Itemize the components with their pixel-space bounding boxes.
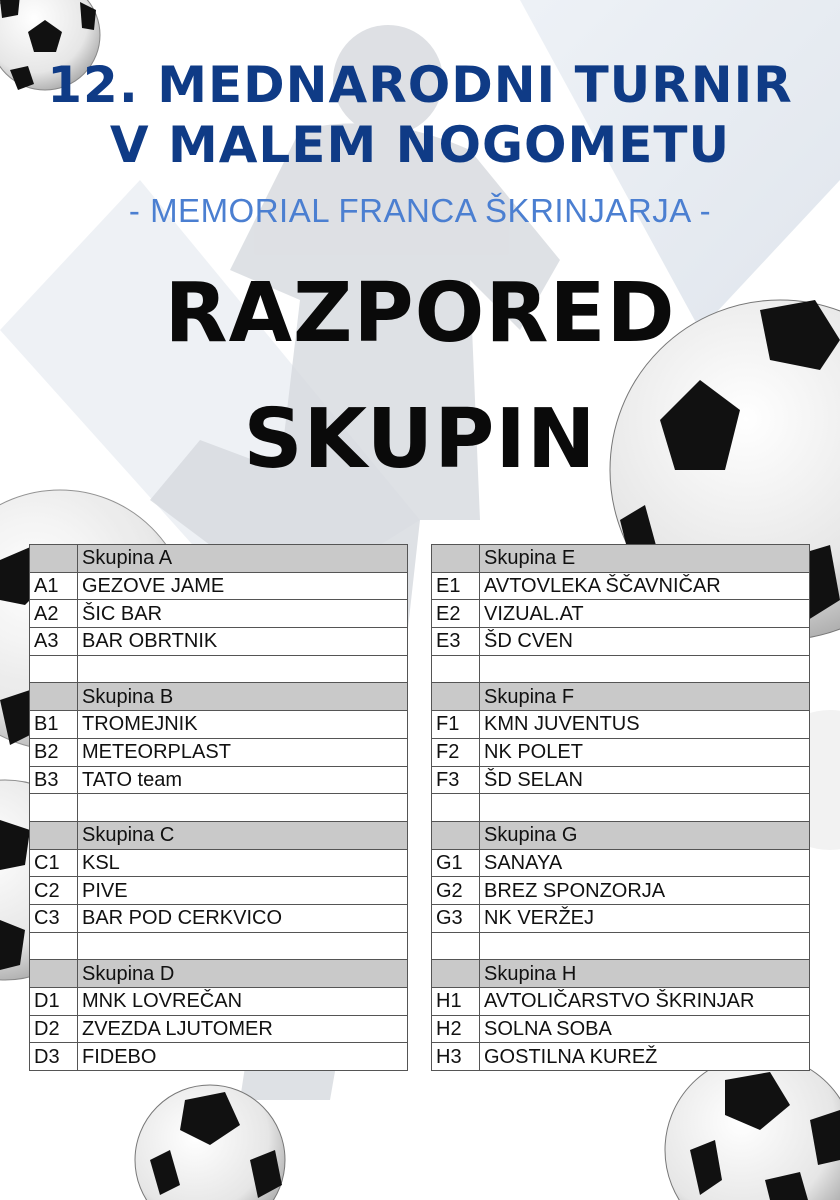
group-header-code-cell: [432, 545, 480, 573]
team-row: [30, 711, 408, 739]
group-name: Skupina C: [78, 821, 408, 849]
spacer-cell: [30, 655, 78, 683]
team-name: METEORPLAST: [78, 738, 408, 766]
team-row: [432, 738, 810, 766]
team-code: B2: [30, 738, 78, 766]
tournament-title-line-2: V MALEM NOGOMETU: [109, 116, 731, 174]
spacer-cell: [30, 932, 78, 960]
group-name: Skupina A: [78, 545, 408, 573]
team-name: MNK LOVREČAN: [78, 988, 408, 1016]
heading-skupin: SKUPIN: [243, 392, 597, 487]
team-row: [30, 1043, 408, 1071]
team-row: [432, 904, 810, 932]
team-code: F2: [432, 738, 480, 766]
team-row: [432, 766, 810, 794]
team-row: [30, 572, 408, 600]
spacer-row: [30, 655, 408, 683]
group-header-row: [432, 821, 810, 849]
team-row: [30, 904, 408, 932]
team-row: [432, 988, 810, 1016]
team-row: [432, 572, 810, 600]
spacer-row: [30, 794, 408, 822]
group-header-row: [30, 960, 408, 988]
team-name: FIDEBO: [78, 1043, 408, 1071]
group-header-code-cell: [30, 821, 78, 849]
group-header-code-cell: [432, 683, 480, 711]
team-code: E3: [432, 628, 480, 656]
team-code: B1: [30, 711, 78, 739]
team-name: PIVE: [78, 877, 408, 905]
group-header-row: [432, 960, 810, 988]
team-code: A1: [30, 572, 78, 600]
team-row: [432, 1043, 810, 1071]
team-name: ŠIC BAR: [78, 600, 408, 628]
team-code: E1: [432, 572, 480, 600]
spacer-cell: [432, 655, 480, 683]
team-row: [30, 738, 408, 766]
team-code: G3: [432, 904, 480, 932]
groups-table-left: [29, 544, 408, 1071]
spacer-cell: [480, 932, 810, 960]
team-row: [30, 849, 408, 877]
team-code: D1: [30, 988, 78, 1016]
team-name: ŠD SELAN: [480, 766, 810, 794]
group-header-row: [30, 821, 408, 849]
team-row: [30, 628, 408, 656]
team-code: F1: [432, 711, 480, 739]
team-code: A3: [30, 628, 78, 656]
team-row: [432, 877, 810, 905]
team-name: SOLNA SOBA: [480, 1015, 810, 1043]
team-name: SANAYA: [480, 849, 810, 877]
tournament-title-line-1: 12. MEDNARODNI TURNIR: [47, 56, 793, 114]
team-code: E2: [432, 600, 480, 628]
team-row: [432, 628, 810, 656]
group-header-code-cell: [432, 821, 480, 849]
group-header-code-cell: [30, 960, 78, 988]
team-code: C2: [30, 877, 78, 905]
spacer-cell: [78, 932, 408, 960]
team-name: BAR OBRTNIK: [78, 628, 408, 656]
spacer-cell: [480, 794, 810, 822]
team-code: C3: [30, 904, 78, 932]
team-row: [432, 600, 810, 628]
team-name: TROMEJNIK: [78, 711, 408, 739]
group-header-code-cell: [30, 545, 78, 573]
team-code: G1: [432, 849, 480, 877]
spacer-cell: [480, 655, 810, 683]
team-name: AVTOVLEKA ŠČAVNIČAR: [480, 572, 810, 600]
team-code: G2: [432, 877, 480, 905]
spacer-cell: [432, 794, 480, 822]
spacer-cell: [30, 794, 78, 822]
team-row: [30, 766, 408, 794]
team-name: GEZOVE JAME: [78, 572, 408, 600]
memorial-subtitle: - MEMORIAL FRANCA ŠKRINJARJA -: [128, 192, 712, 229]
team-name: ZVEZDA LJUTOMER: [78, 1015, 408, 1043]
group-header-code-cell: [30, 683, 78, 711]
team-name: GOSTILNA KUREŽ: [480, 1043, 810, 1071]
team-row: [432, 1015, 810, 1043]
team-code: B3: [30, 766, 78, 794]
team-name: TATO team: [78, 766, 408, 794]
spacer-cell: [432, 932, 480, 960]
team-name: VIZUAL.AT: [480, 600, 810, 628]
team-name: NK POLET: [480, 738, 810, 766]
team-name: BREZ SPONZORJA: [480, 877, 810, 905]
group-header-code-cell: [432, 960, 480, 988]
group-name: Skupina E: [480, 545, 810, 573]
spacer-cell: [78, 794, 408, 822]
spacer-row: [432, 794, 810, 822]
groups-table-right: [431, 544, 810, 1071]
group-header-row: [30, 545, 408, 573]
team-name: NK VERŽEJ: [480, 904, 810, 932]
spacer-row: [30, 932, 408, 960]
team-row: [432, 849, 810, 877]
team-row: [30, 877, 408, 905]
team-code: D2: [30, 1015, 78, 1043]
team-row: [30, 600, 408, 628]
team-name: KSL: [78, 849, 408, 877]
team-code: H3: [432, 1043, 480, 1071]
spacer-row: [432, 932, 810, 960]
team-name: BAR POD CERKVICO: [78, 904, 408, 932]
spacer-cell: [78, 655, 408, 683]
team-name: ŠD CVEN: [480, 628, 810, 656]
group-header-row: [432, 545, 810, 573]
group-name: Skupina F: [480, 683, 810, 711]
team-code: C1: [30, 849, 78, 877]
team-code: H2: [432, 1015, 480, 1043]
team-code: H1: [432, 988, 480, 1016]
heading-razpored: RAZPORED: [164, 266, 676, 361]
team-code: A2: [30, 600, 78, 628]
group-name: Skupina G: [480, 821, 810, 849]
spacer-row: [432, 655, 810, 683]
team-code: F3: [432, 766, 480, 794]
team-name: AVTOLIČARSTVO ŠKRINJAR: [480, 988, 810, 1016]
group-name: Skupina D: [78, 960, 408, 988]
team-name: KMN JUVENTUS: [480, 711, 810, 739]
group-name: Skupina H: [480, 960, 810, 988]
group-header-row: [432, 683, 810, 711]
group-name: Skupina B: [78, 683, 408, 711]
team-row: [30, 988, 408, 1016]
team-row: [30, 1015, 408, 1043]
team-code: D3: [30, 1043, 78, 1071]
team-row: [432, 711, 810, 739]
group-header-row: [30, 683, 408, 711]
